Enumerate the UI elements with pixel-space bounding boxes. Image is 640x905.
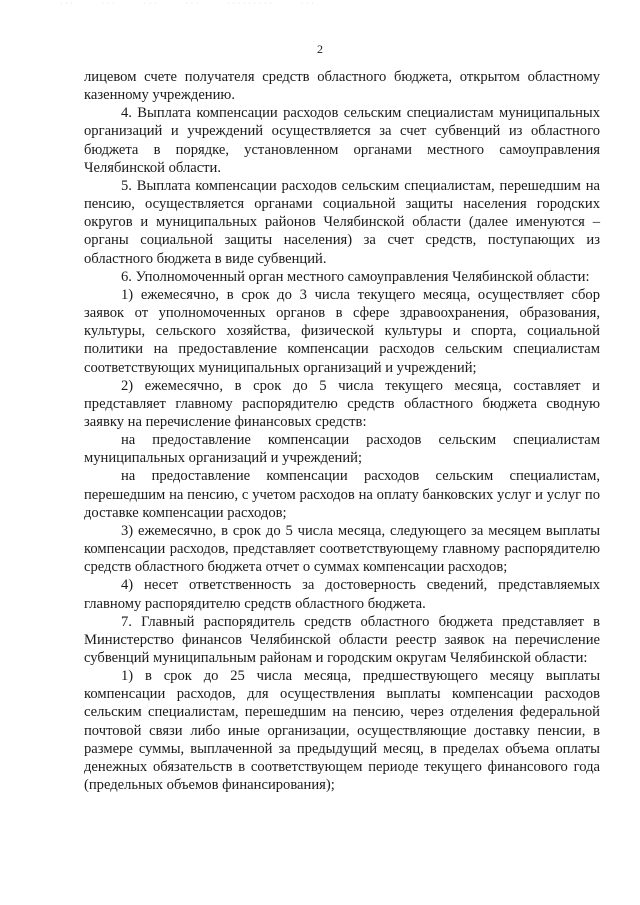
scan-mark: · · · <box>300 0 315 7</box>
paragraph-subitem-6-2-a: на предоставление компенсации расходов сельским специалистам муниципальных организаций и учреждений; <box>84 432 600 467</box>
paragraph-subitem-6-2: 2) ежемесячно, в срок до 5 числа текущего месяца, составляет и представляет главному распорядителю средств областного бюджета сводную заявку на перечисление финансовых средств: <box>84 377 600 430</box>
paragraph-subitem-6-1: 1) ежемесячно, в срок до 3 числа текущего месяца, осуществляет сбор заявок от уполномоченных органов в сфере здравоохранения, образования, культуры, сельского хозяйства, физической культуры и спорта, социальной политики на предоставление компенсации расходов сельским специалистам соответствующих муниципальных организаций и учреждений; <box>84 286 600 376</box>
paragraph-subitem-6-3: 3) ежемесячно, в срок до 5 числа месяца, следующего за месяцем выплаты компенсации расходов, представляет соответствующему главному распорядителю средств областного бюджета отчет о суммах компенсации расходов; <box>84 522 600 576</box>
paragraph-subitem-6-2-b: на предоставление компенсации расходов сельским специалистам, перешедшим на пенсию, с учетом расходов на оплату банковских услуг и услуг по доставке компенсации расходов; <box>84 468 600 521</box>
paragraph-subitem-6-4: 4) несет ответственность за достоверность сведений, представляемых главному распорядителю средств областного бюджета. <box>84 577 600 612</box>
paragraph-subitem-7-1: 1) в срок до 25 числа месяца, предшествующего месяцу выплаты компенсации расходов, для осуществления выплаты компенсации расходов сельским специалистам, перешедшим на пенсию, через отделения федеральной почтовой связи либо иные организации, осуществляющие доставку пенсии, в размере суммы, выплаченной за предыдущий месяц, в пределах объема оплаты денежных обязательств в соответствующем периоде текущего финансового года (предельных объемов финансирования); <box>84 668 600 794</box>
paragraph-item-5: 5. Выплата компенсации расходов сельским специалистам, перешедшим на пенсию, осуществляется органами социальной защиты населения городских округов и муниципальных районов Челябинской области (далее именуются – органы социальной защиты населения) за счет средств, поступающих из областного бюджета в виде субвенций. <box>84 177 600 267</box>
scan-mark: · · · · · · · · · <box>227 0 273 7</box>
scan-header-marks <box>60 0 540 10</box>
scan-mark: · · · <box>101 0 116 7</box>
document-body <box>84 68 600 794</box>
scan-mark: · · · <box>185 0 199 7</box>
paragraph-continuation: лицевом счете получателя средств областного бюджета, открытом областному казенному учреждению. <box>84 69 600 104</box>
paragraph-item-4: 4. Выплата компенсации расходов сельским специалистам муниципальных организаций и учреждений осуществляется за счет субвенций из областного бюджета в порядке, установленном органами местного самоуправления Челябинской области. <box>84 105 600 176</box>
scan-mark: · · · <box>60 0 74 7</box>
scan-mark: · · · <box>143 0 158 7</box>
paragraph-item-7: 7. Главный распорядитель средств областного бюджета представляет в Министерство финансов Челябинской области реестр заявок на перечисление субвенций муниципальным районам и городским округам Челябинской области: <box>84 613 600 666</box>
page-number: 2 <box>317 42 323 56</box>
paragraph-item-6: 6. Уполномоченный орган местного самоуправления Челябинской области: <box>121 268 590 285</box>
